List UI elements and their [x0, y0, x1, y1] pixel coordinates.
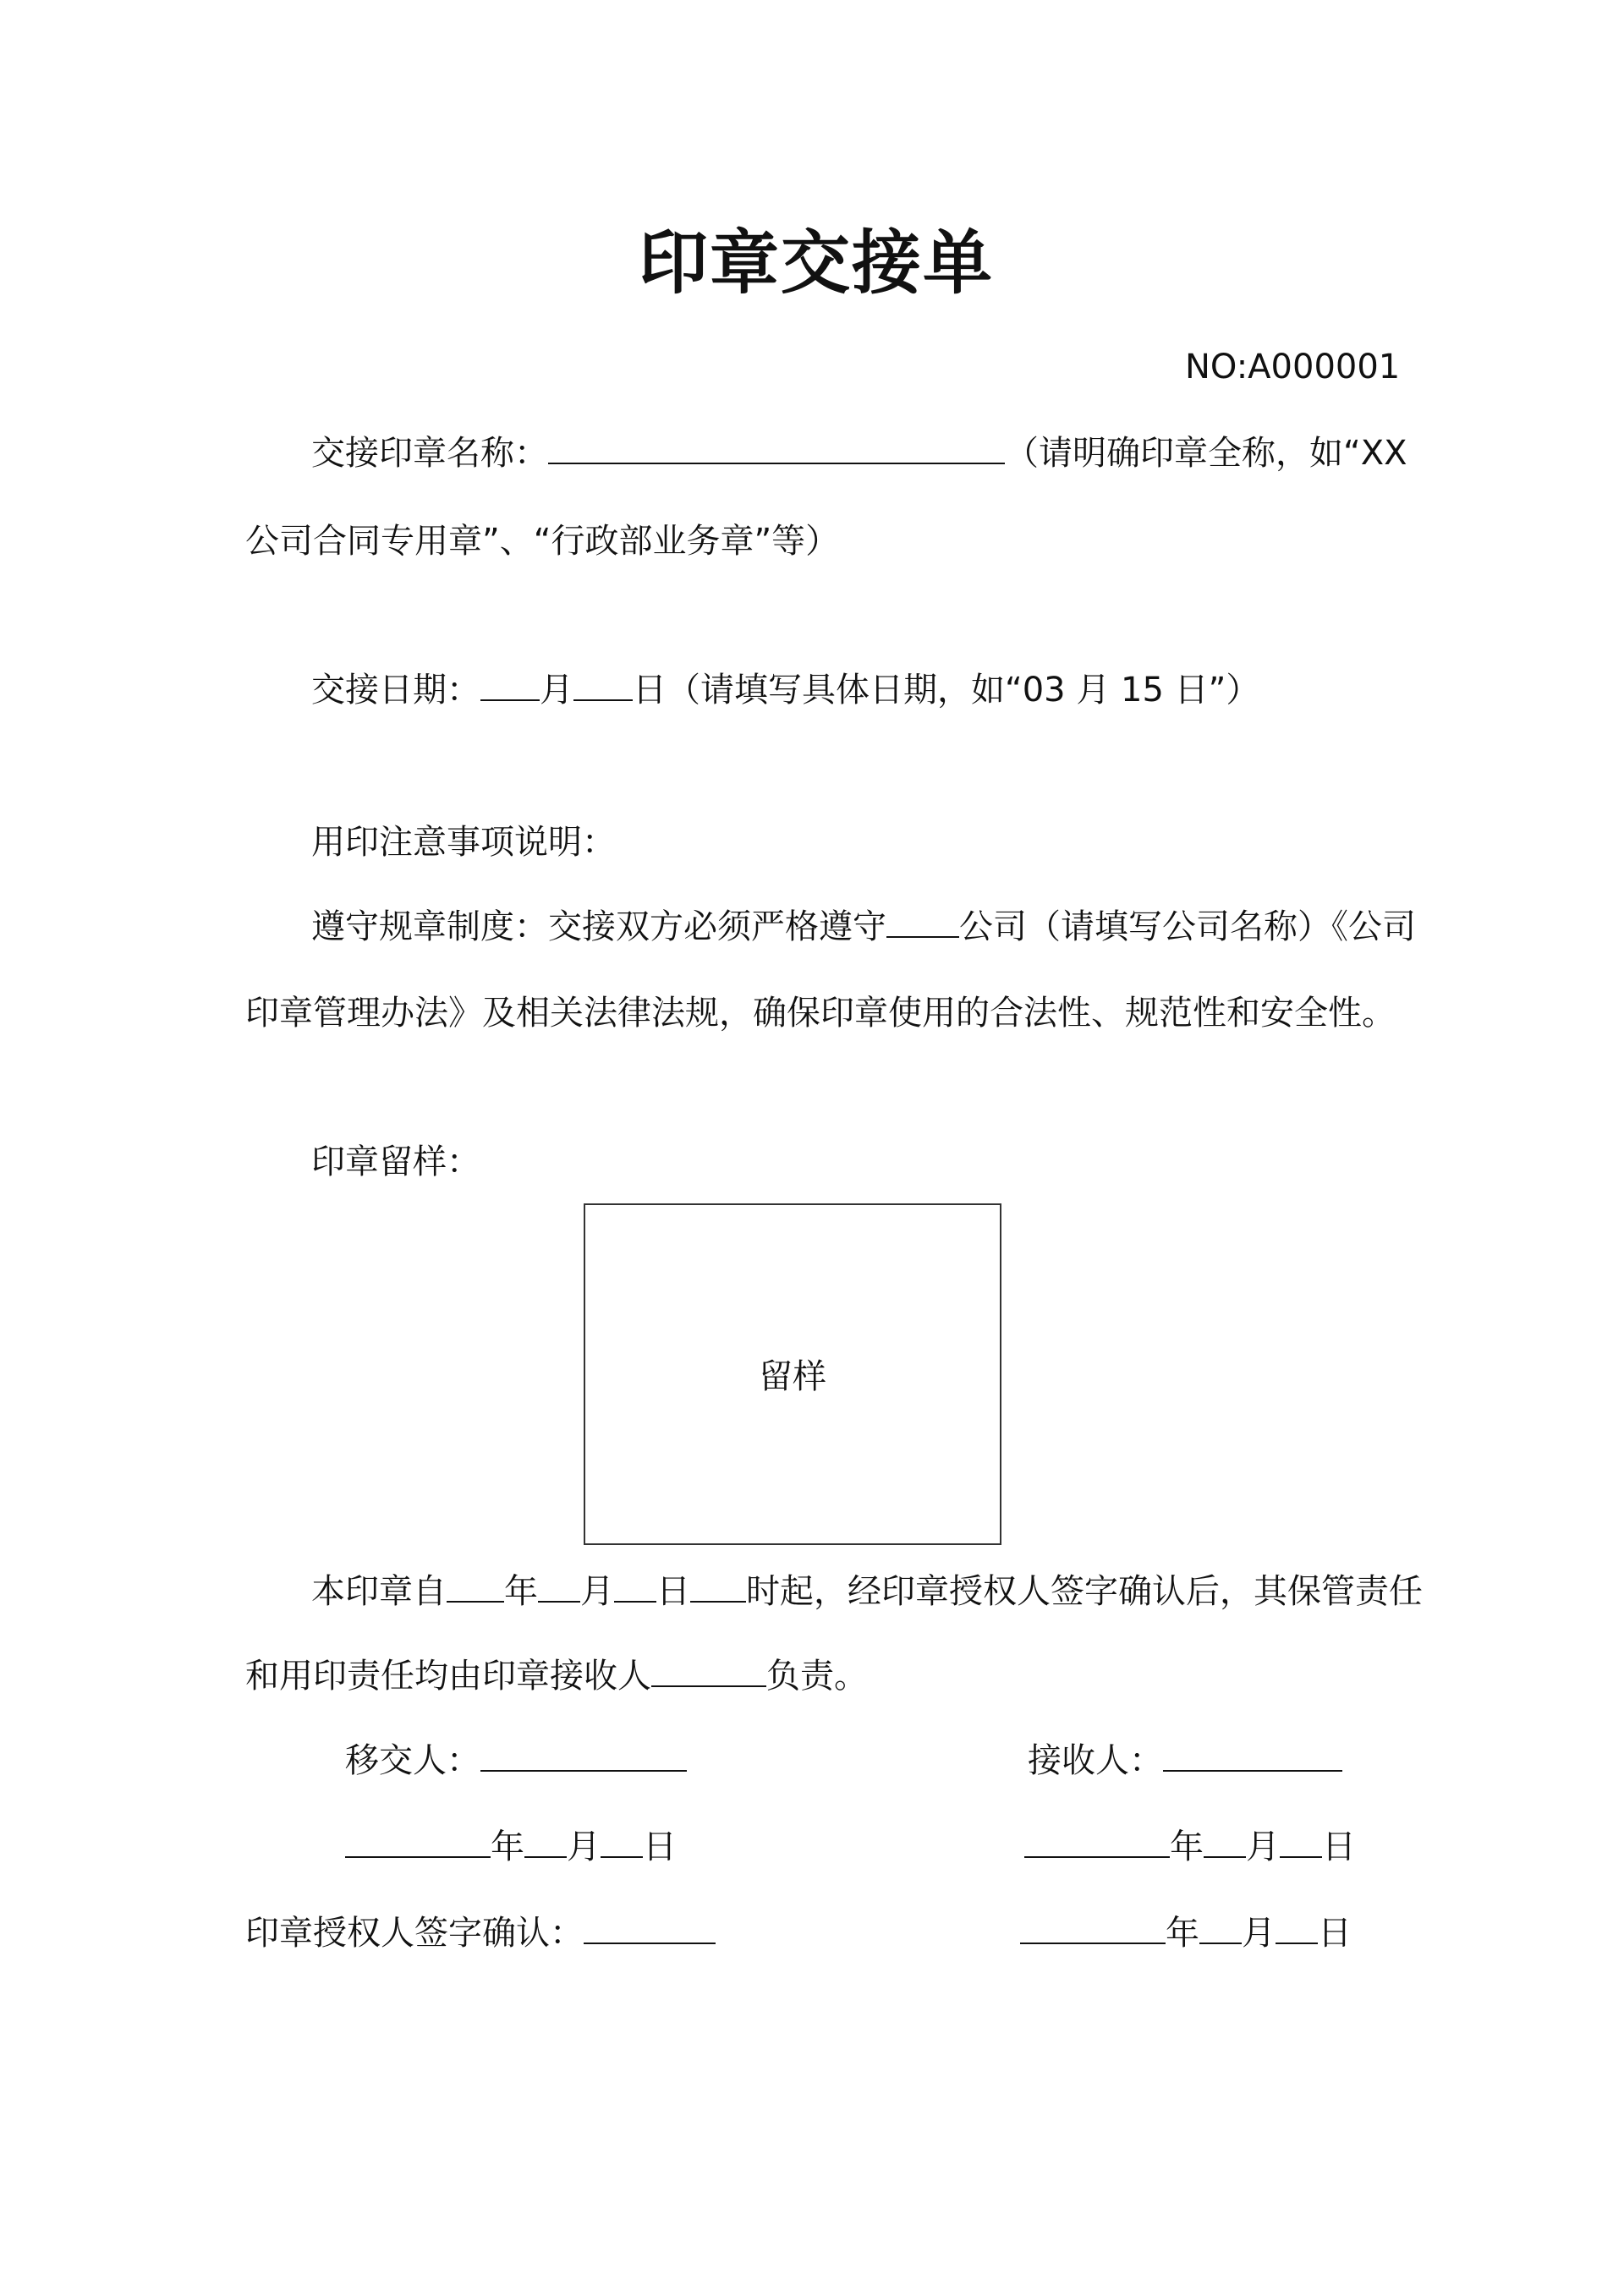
handover-day-field[interactable] — [573, 667, 633, 701]
handover-date-label: 交接日期： — [311, 671, 480, 710]
receiver-row — [1028, 1737, 1342, 1784]
transferor-day-field[interactable] — [601, 1824, 643, 1858]
start-month-unit: 月 — [580, 1572, 614, 1611]
handover-date-row — [311, 666, 1259, 714]
transferor-row — [345, 1737, 687, 1784]
seal-name-field[interactable] — [548, 430, 1005, 464]
authorizer-date-row — [1020, 1910, 1352, 1957]
authorizer-month-field[interactable] — [1199, 1910, 1242, 1944]
responsibility-text-c: 和用印责任均由印章接收人 — [245, 1657, 651, 1696]
transferor-signature-field[interactable] — [480, 1738, 687, 1772]
receiver-year-field[interactable] — [1024, 1824, 1170, 1858]
authorizer-year-unit: 年 — [1166, 1914, 1199, 1953]
receiver-day-unit: 日 — [1322, 1827, 1356, 1866]
authorizer-day-field[interactable] — [1276, 1910, 1318, 1944]
transferor-month-field[interactable] — [524, 1824, 567, 1858]
handover-date-hint: （请填写具体日期，如“03 月 15 日”） — [667, 671, 1260, 710]
responsibility-text-b: 时起，经印章授权人签字确认后，其保管责任 — [746, 1572, 1423, 1611]
start-day-unit: 日 — [656, 1572, 690, 1611]
responsibility-line-2 — [245, 1652, 868, 1700]
receiver-day-field[interactable] — [1280, 1824, 1322, 1858]
seal-name-hint-continued: 公司合同专用章”、“行政部业务章”等） — [245, 522, 840, 561]
notes-heading: 用印注意事项说明： — [311, 823, 616, 862]
receiver-label: 接收人： — [1028, 1741, 1163, 1780]
notes-paragraph-line-1 — [311, 903, 1416, 951]
start-month-field[interactable] — [538, 1569, 580, 1603]
transferor-date-row — [345, 1823, 677, 1871]
transferor-label: 移交人： — [345, 1741, 480, 1780]
handover-day-unit: 日 — [633, 671, 667, 710]
seal-sample-heading: 印章留样： — [311, 1143, 480, 1181]
authorizer-year-field[interactable] — [1020, 1910, 1166, 1944]
seal-sample-label: 留样 — [759, 1357, 826, 1396]
receiver-date-row — [1024, 1823, 1356, 1871]
seal-name-row — [311, 430, 1407, 477]
authorizer-label: 印章授权人签字确认： — [245, 1914, 584, 1953]
seal-sample-box[interactable] — [584, 1203, 1001, 1545]
start-day-field[interactable] — [614, 1569, 656, 1603]
start-year-field[interactable] — [447, 1569, 504, 1603]
authorizer-signature-field[interactable] — [584, 1910, 716, 1944]
notes-rules-text-continued: 公司（请填写公司名称）《公司 — [959, 907, 1416, 946]
authorizer-month-unit: 月 — [1242, 1914, 1276, 1953]
responsibility-text-d: 负责。 — [766, 1657, 868, 1696]
company-name-field[interactable] — [886, 904, 959, 938]
start-hour-field[interactable] — [690, 1569, 746, 1603]
responsibility-line-1 — [311, 1568, 1423, 1615]
receiver-year-unit: 年 — [1170, 1827, 1204, 1866]
document-number: NO:A000001 — [1185, 348, 1401, 386]
seal-name-hint: （请明确印章全称，如“XX — [1005, 434, 1407, 473]
receiver-month-field[interactable] — [1204, 1824, 1246, 1858]
notes-paragraph-line-2: 印章管理办法》及相关法律法规，确保印章使用的合法性、规范性和安全性。 — [245, 994, 1396, 1033]
handover-month-unit: 月 — [540, 671, 573, 710]
start-year-unit: 年 — [504, 1572, 538, 1611]
receiver-name-field[interactable] — [651, 1653, 766, 1687]
notes-rules-text: 遵守规章制度：交接双方必须严格遵守 — [311, 907, 886, 946]
transferor-year-field[interactable] — [345, 1824, 491, 1858]
seal-name-label: 交接印章名称： — [311, 434, 548, 473]
transferor-day-unit: 日 — [643, 1827, 677, 1866]
receiver-signature-field[interactable] — [1163, 1738, 1342, 1772]
handover-month-field[interactable] — [480, 667, 540, 701]
transferor-year-unit: 年 — [491, 1827, 524, 1866]
authorizer-day-unit: 日 — [1318, 1914, 1352, 1953]
transferor-month-unit: 月 — [567, 1827, 601, 1866]
receiver-month-unit: 月 — [1246, 1827, 1280, 1866]
document-title: 印章交接单 — [639, 223, 995, 304]
authorizer-row — [245, 1910, 716, 1957]
responsibility-text-a: 本印章自 — [311, 1572, 447, 1611]
